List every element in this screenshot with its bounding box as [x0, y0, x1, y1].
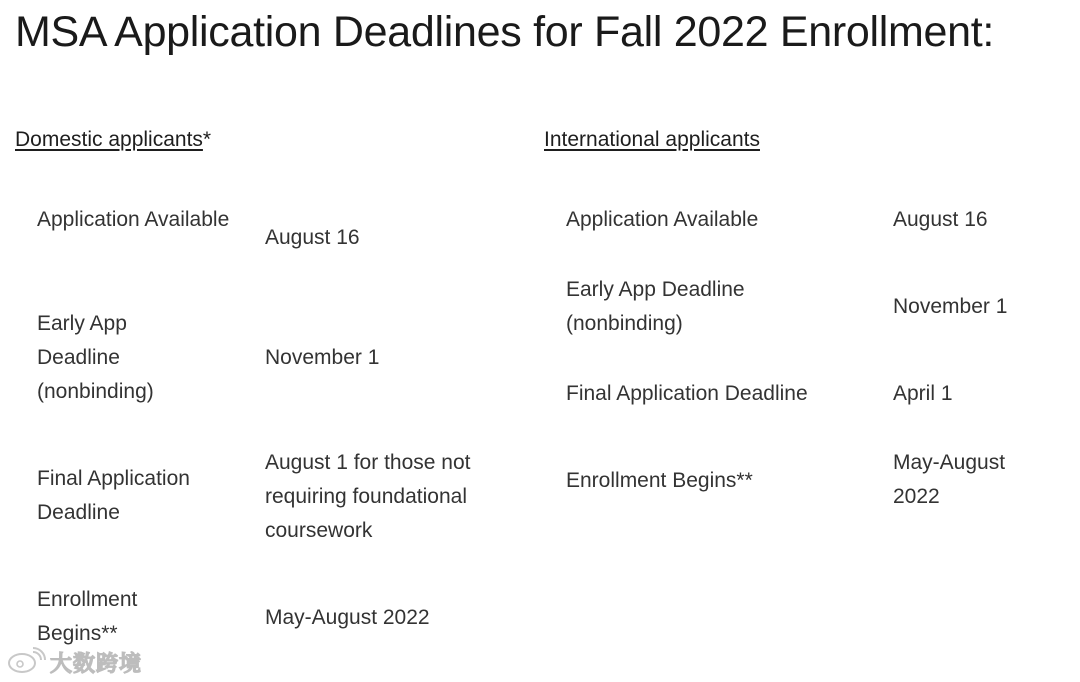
domestic-row-1-value: August 16 [265, 226, 360, 249]
watermark-text: 大数跨境 [50, 650, 143, 676]
domestic-row-3-label: Final Application Deadline [37, 467, 190, 524]
domestic-heading [15, 128, 211, 152]
international-row-3-value: April 1 [893, 382, 953, 405]
domestic-heading-text: Domestic applicants [15, 128, 203, 151]
international-row-1-value: August 16 [893, 208, 988, 231]
international-heading-text: International applicants [544, 128, 760, 151]
watermark [6, 646, 142, 678]
domestic-row-4-value: May-August 2022 [265, 606, 430, 629]
domestic-row-3-value: August 1 for those not requiring foundational coursework [265, 451, 471, 542]
domestic-row-2-label: Early App Deadline (nonbinding) [37, 312, 154, 403]
international-row-3-label: Final Application Deadline [566, 382, 808, 405]
weibo-logo-icon [6, 646, 46, 679]
international-row-2-value: November 1 [893, 295, 1008, 318]
international-row-1-label: Application Available [566, 208, 759, 231]
domestic-heading-asterisk: * [202, 128, 212, 151]
page-title: MSA Application Deadlines for Fall 2022 Enrollment: [15, 8, 995, 56]
international-row-2-label: Early App Deadline (nonbinding) [566, 278, 745, 335]
domestic-row-4-label: Enrollment Begins** [37, 588, 138, 645]
domestic-row-1-label: Application Available [37, 208, 230, 231]
international-row-4-label: Enrollment Begins** [566, 469, 753, 492]
domestic-row-2-value: November 1 [265, 346, 380, 369]
international-heading [544, 128, 760, 152]
international-row-4-value: May-August 2022 [893, 451, 1006, 508]
